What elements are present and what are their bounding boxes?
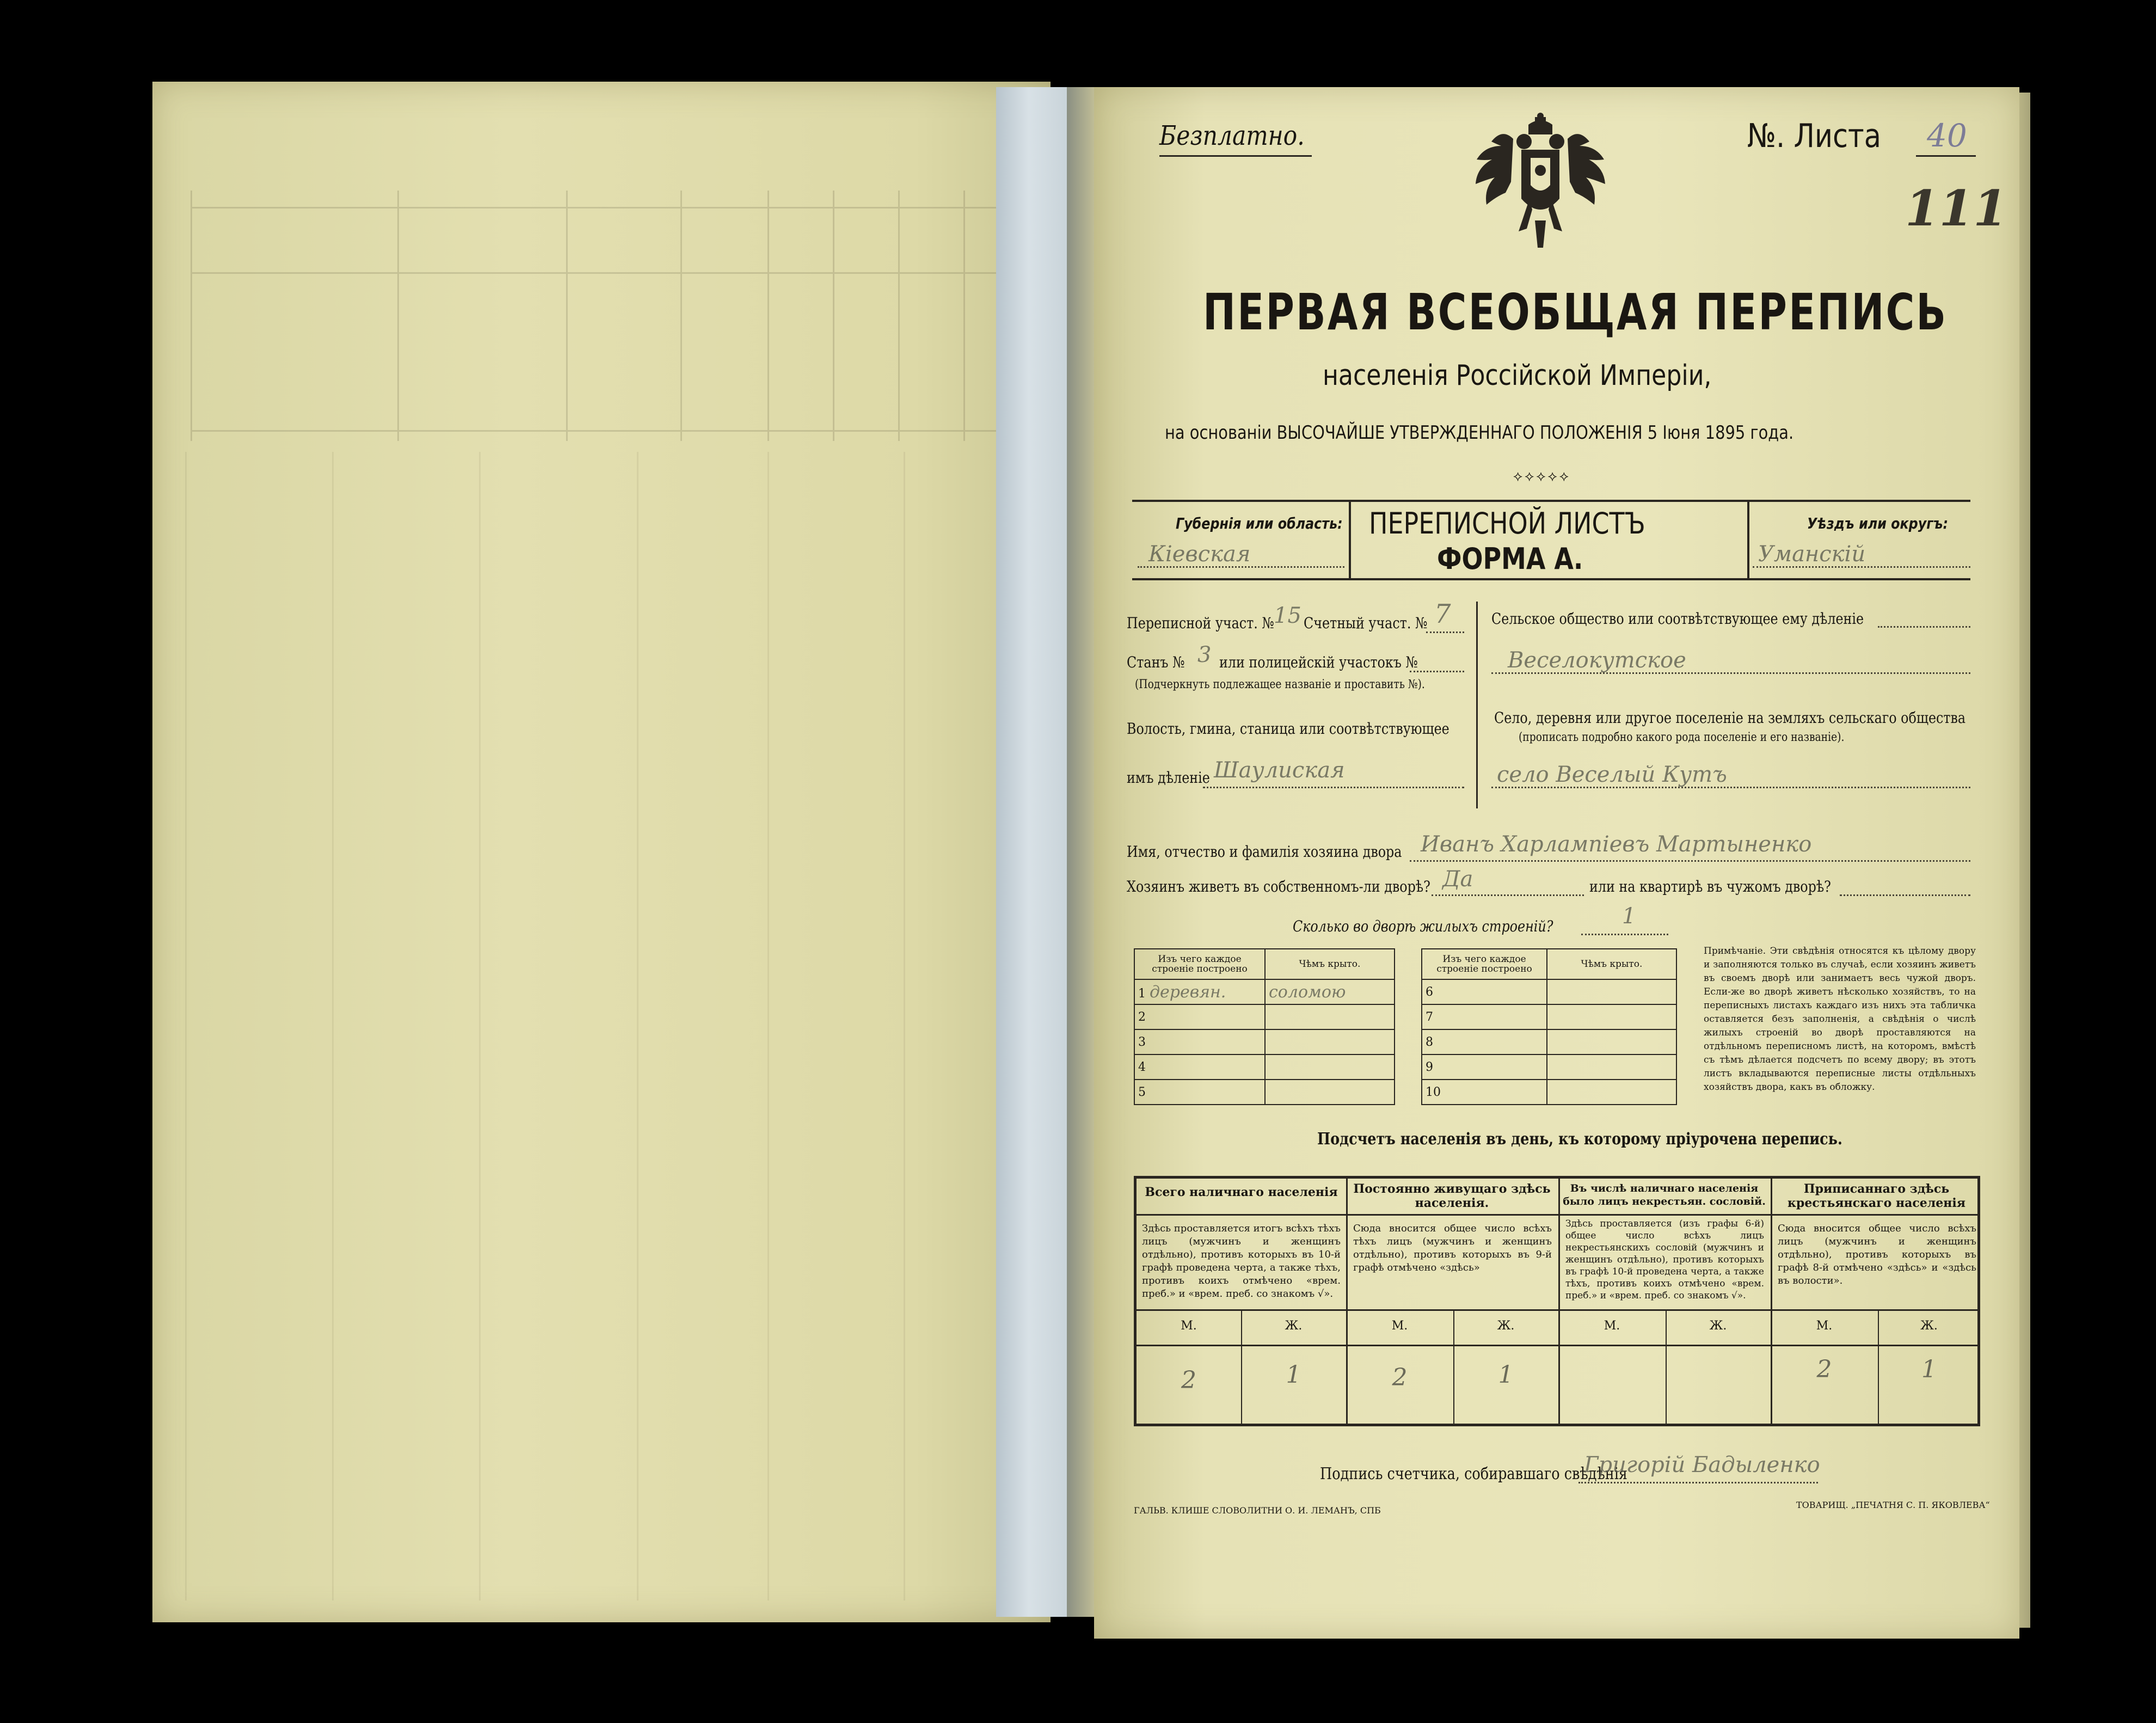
gubernia-value: Кіевская (1148, 542, 1251, 567)
volost-label-line1: Волость, гмина, станица или соотвѣтствующее (1127, 720, 1449, 738)
signature-value: Григорій Бадыленко (1584, 1452, 1820, 1477)
society-value: Веселокутское (1508, 648, 1686, 673)
pop-col1-m-label: М. (1181, 1319, 1197, 1333)
table-row: 6 (1422, 979, 1676, 1004)
table-row: 2 (1134, 1004, 1395, 1029)
table-row: 5 (1134, 1080, 1395, 1105)
owner-own-yard-label: Хозяинъ живетъ въ собственномъ-ли дворѣ? (1127, 878, 1430, 896)
owner-rent-label: или на квартирѣ въ чужомъ дворѣ? (1589, 878, 1831, 896)
owner-name-label: Имя, отчество и фамилія хозяина двора (1127, 843, 1402, 861)
signature-label: Подпись счетчика, собиравшаго свѣдѣнія (1320, 1464, 1628, 1483)
structures-col-roof-2: Чѣмъ крыто. (1547, 949, 1676, 979)
volost-label-line2: имъ дѣленіе (1127, 769, 1210, 787)
free-label: Безплатно. (1159, 120, 1305, 151)
left-page-faint-grid (152, 452, 1051, 1601)
pop-col1-m-value: 2 (1181, 1366, 1196, 1394)
census-area-value: 15 (1274, 603, 1301, 628)
stan-value: 3 (1197, 642, 1212, 667)
uezd-label: Уѣздъ или округъ: (1807, 514, 1949, 532)
owner-own-yard-value: Да (1442, 867, 1473, 892)
village-note: (прописать подробно какого рода поселеніе и его названіе). (1519, 731, 1845, 744)
pop-col1-title: Всего наличнаго населенія (1145, 1185, 1338, 1199)
legal-basis: на основаніи ВЫСОЧАЙШЕ УТВЕРЖДЕННАГО ПОЛОЖЕНІЯ 5 Іюня 1895 года. (1165, 422, 1794, 444)
sheet-number-value: 40 (1927, 117, 1967, 154)
society-label: Сельское общество или соотвѣтствующее ему дѣленіе (1491, 610, 1864, 628)
pop-col3-f-label: Ж. (1709, 1319, 1727, 1333)
pop-col2-m-label: М. (1391, 1319, 1408, 1333)
pop-col1-f-value: 1 (1286, 1361, 1301, 1389)
page-subtitle: населенія Россійской Имперіи, (1323, 359, 1712, 392)
owner-name-value: Иванъ Харлампіевъ Мартыненко (1421, 832, 1812, 857)
pop-col1-desc: Здѣсь проставляется итогъ всѣхъ тѣхъ лицъ (мужчинъ и женщинъ отдѣльно), противъ которыхъ въ 10-й графѣ проведена черта, а также тѣхъ, противъ коихъ отмѣчено «врем. преб.» и «врем. преб. со знакомъ √». (1142, 1223, 1341, 1299)
pop-col4-m-label: М. (1816, 1319, 1833, 1333)
count-area-label: Счетный участ. № (1304, 614, 1428, 632)
table-row: 9 (1422, 1054, 1676, 1080)
count-area-value: 7 (1434, 599, 1451, 629)
village-label: Село, деревня или другое поселеніе на земляхъ сельскаго общества (1494, 709, 1966, 727)
uezd-value: Уманскій (1758, 542, 1866, 567)
pop-col4-f-value: 1 (1921, 1356, 1937, 1383)
pop-col4-desc: Сюда вносится общее число всѣхъ лицъ (мужчинъ и женщинъ отдѣльно), противъ которыхъ въ графѣ 8-й отмѣчено «здѣсь» и «здѣсь въ волости». (1778, 1223, 1976, 1286)
printer-credit-right: ТОВАРИЩ. „ПЕЧАТНЯ С. П. ЯКОВЛЕВА“ (1796, 1500, 1990, 1510)
structures-col-material-2: Изъ чего каждое строеніе построено (1422, 949, 1547, 979)
structures-note: Примѣчаніе. Эти свѣдѣнія относятся къ цѣлому двору и заполняются только въ случаѣ, если хозяинъ живетъ въ своемъ дворѣ или занимаетъ весь чужой дворъ. Если-же во дворѣ живетъ нѣсколько хозяйствъ, то на переписныхъ листахъ каждаго изъ нихъ эта табличка оставляется безъ заполненія, а свѣдѣнія о числѣ жилыхъ строеній во дворѣ проставляются на отдѣльномъ переписномъ листѣ, на которомъ, вмѣстѣ съ тѣмъ дѣлается подсчетъ по всему двору; въ этотъ листъ вкладываются переписные листы отдѣльныхъ хозяйствъ двора, какъ въ обложку. (1704, 946, 1976, 1093)
police-label: или полицейскій участокъ № (1219, 653, 1418, 671)
police-note: (Подчеркнуть подлежащее названіе и проставить №). (1135, 678, 1425, 691)
left-page-show-through (191, 191, 1034, 441)
pop-col2-desc: Сюда вносится общее число всѣхъ тѣхъ лицъ (мужчинъ и женщинъ отдѣльно), противъ которыхъ въ 9-й графѣ отмѣчено «здѣсь» (1353, 1223, 1552, 1273)
population-table (1134, 1176, 1980, 1426)
page-title: ПЕРВАЯ ВСЕОБЩАЯ ПЕРЕПИСЬ (1203, 283, 1948, 341)
pop-col2-f-label: Ж. (1497, 1319, 1515, 1333)
title-ornament: ⟡⟡⟡⟡⟡ (1513, 468, 1571, 485)
pop-col1-f-label: Ж. (1285, 1319, 1303, 1333)
sheet-form: ФОРМА А. (1437, 542, 1583, 576)
sheet-number-label: №. Листа (1747, 117, 1881, 155)
pop-col2-f-value: 1 (1498, 1361, 1514, 1389)
gubernia-label: Губернія или область: (1176, 514, 1343, 532)
village-value: село Веселый Кутъ (1497, 762, 1727, 787)
archive-stamp-number: 111 (1905, 180, 2007, 237)
pop-col4-m-value: 2 (1816, 1356, 1832, 1383)
pop-col3-m-label: М. (1604, 1319, 1620, 1333)
volost-value: Шаулиская (1214, 758, 1345, 783)
stan-label: Станъ № (1127, 653, 1185, 671)
table-row: 10 (1422, 1080, 1676, 1105)
table-row: 8 (1422, 1029, 1676, 1054)
table-row: 7 (1422, 1004, 1676, 1029)
pop-col4-f-label: Ж. (1920, 1319, 1938, 1333)
sheet-title: ПЕРЕПИСНОЙ ЛИСТЪ (1369, 506, 1645, 541)
table-row: 4 (1134, 1054, 1395, 1080)
left-page (152, 82, 1051, 1622)
imperial-eagle-emblem (1470, 112, 1611, 264)
table-row: 3 (1134, 1029, 1395, 1054)
population-heading: Подсчетъ населенія въ день, къ которому пріурочена перепись. (1317, 1130, 1842, 1149)
pop-col4-title: Приписаннаго здѣсь крестьянскаго населенія (1788, 1182, 1965, 1210)
pop-col2-title: Постоянно живущаго здѣсь населенія. (1353, 1182, 1551, 1210)
pop-col3-desc: Здѣсь проставляется (изъ графы 6-й) общее число всѣхъ лицъ некрестьянскихъ сословій (мужчинъ и женщинъ отдѣльно), противъ которыхъ въ графѣ 10-й проведена черта, а также тѣхъ, противъ коихъ отмѣчено «врем. преб.» и «врем. преб. со знакомъ √». (1565, 1218, 1764, 1301)
table-row: 1 деревян. соломою (1134, 979, 1395, 1004)
structures-table-right (1421, 948, 1677, 1105)
buildings-count-value: 1 (1622, 904, 1636, 929)
book-spine-strip (996, 87, 1078, 1617)
structures-col-material: Изъ чего каждое строеніе построено (1134, 949, 1265, 979)
structures-col-roof: Чѣмъ крыто. (1265, 949, 1395, 979)
census-area-label: Переписной участ. № (1127, 614, 1274, 632)
pop-col3-title: Въ числѣ наличнаго населенія было лицъ некрестьян. сословій. (1563, 1182, 1766, 1207)
pop-col2-m-value: 2 (1392, 1364, 1408, 1391)
buildings-count-label: Сколько во дворѣ жилыхъ строеній? (1293, 917, 1553, 935)
printer-credit-left: ГАЛЬВ. КЛИШЕ СЛОВОЛИТНИ О. И. ЛЕМАНЪ, СПБ (1134, 1505, 1381, 1516)
structures-table-left (1134, 948, 1395, 1105)
